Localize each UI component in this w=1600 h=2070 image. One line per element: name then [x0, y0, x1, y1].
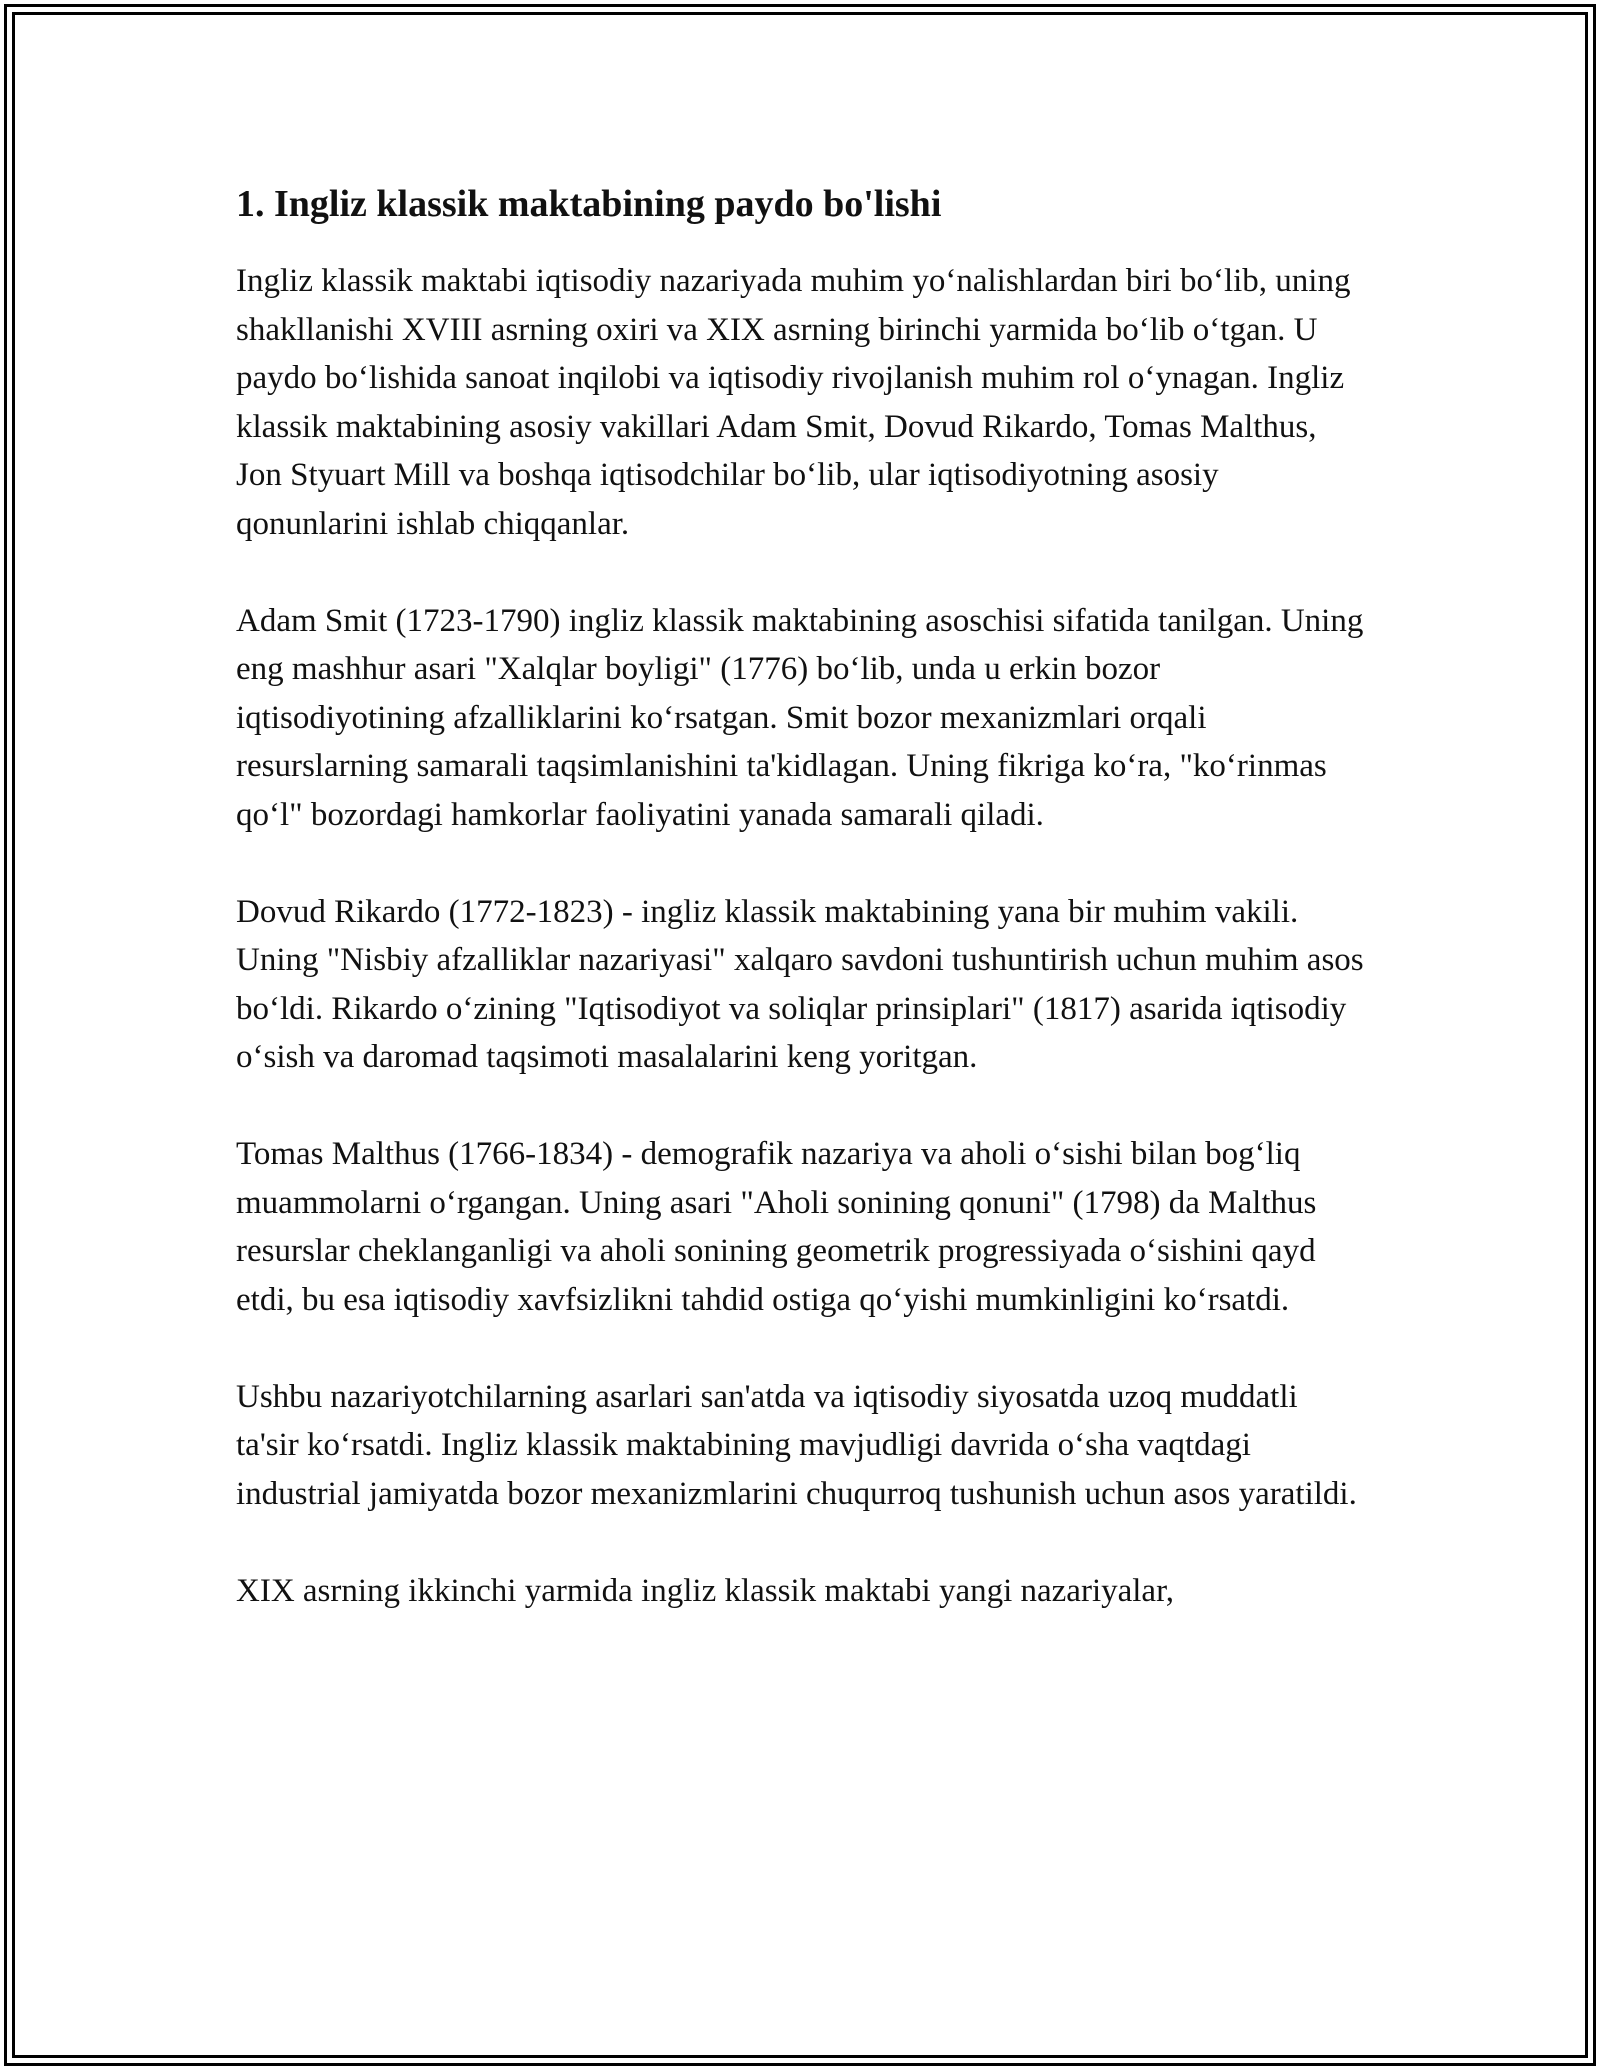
- section-heading: 1. Ingliz klassik maktabining paydo bo'lishi: [236, 183, 942, 225]
- paragraph-influence: Ushbu nazariyotchilarning asarlari san'atda va iqtisodiy siyosatda uzoq muddatli ta'sir ko‘rsatdi. Ingliz klassik maktabining mavjudligi davrida o‘sha vaqtdagi industrial jamiyatda bozor mexanizmlarini chuqurroq tushunish uchun asos yaratildi.: [236, 1378, 1357, 1512]
- paragraph-xix-century: XIX asrning ikkinchi yarmida ingliz klassik maktabi yangi nazariyalar,: [236, 1572, 1174, 1609]
- paragraph-tomas-malthus: Tomas Malthus (1766-1834) - demografik nazariya va aholi o‘sishi bilan bog‘liq muammolarni o‘rgangan. Uning asari "Aholi sonining qonuni" (1798) da Malthus resurslar cheklanganligi va aholi sonining geometrik progressiyada o‘sishini qayd etdi, bu esa iqtisodiy xavfsizlikni tahdid ostiga qo‘yishi mumkinligini ko‘rsatdi.: [236, 1136, 1317, 1318]
- paragraph-intro: Ingliz klassik maktabi iqtisodiy nazariyada muhim yo‘nalishlardan biri bo‘lib, uning shakllanishi XVIII asrning oxiri va XIX asrning birinchi yarmida bo‘lib o‘tgan. U paydo bo‘lishida sanoat inqilobi va iqtisodiy rivojlanish muhim rol o‘ynagan. Ingliz klassik maktabining asosiy vakillari Adam Smit, Dovud Rikardo, Tomas Malthus, Jon Styuart Mill va boshqa iqtisodchilar bo‘lib, ular iqtisodiyotning asosiy qonunlarini ishlab chiqqanlar.: [236, 263, 1351, 542]
- paragraph-dovud-rikardo: Dovud Rikardo (1772-1823) - ingliz klassik maktabining yana bir muhim vakili. Uning "Nisbiy afzalliklar nazariyasi" xalqaro savdoni tushuntirish uchun muhim asos bo‘ldi. Rikardo o‘zining "Iqtisodiyot va soliqlar prinsiplari" (1817) asarida iqtisodiy o‘sish va daromad taqsimoti masalalarini keng yoritgan.: [236, 893, 1364, 1076]
- paragraph-adam-smit: Adam Smit (1723-1790) ingliz klassik maktabining asoschisi sifatida tanilgan. Uning eng mashhur asari "Xalqlar boyligi" (1776) bo‘lib, unda u erkin bozor iqtisodiyotining afzalliklarini ko‘rsatgan. Smit bozor mexanizmlari orqali resurslarning samarali taqsimlanishini ta'kidlagan. Uning fikriga ko‘ra, "ko‘rinmas qo‘l" bozordagi hamkorlar faoliyatini yanada samarali qiladi.: [236, 602, 1364, 833]
- document-body: [236, 180, 1366, 1615]
